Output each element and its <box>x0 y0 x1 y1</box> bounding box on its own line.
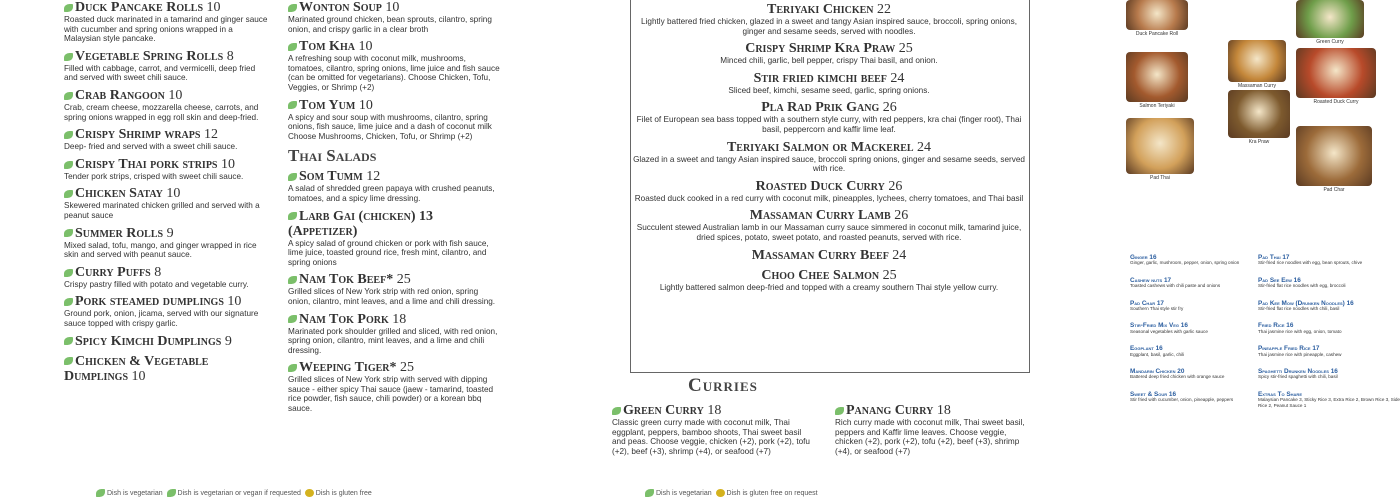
menu-item-description: Crispy pastry filled with potato and vegetable curry. <box>64 279 249 289</box>
soups-salads-column <box>288 0 500 419</box>
menu-item-title <box>288 0 500 15</box>
small-menu-item-description: Stir-fried flat rice noodles with egg, broccoli <box>1258 283 1346 289</box>
menu-item-description: Marinated ground chicken, bean sprouts, cilantro, spring onion, and crispy garlic in a clear broth <box>288 15 492 34</box>
small-menu-item-title: Spaghetti Drunken Noodles 16 <box>1258 368 1338 376</box>
menu-item-name: Pla Rad Prik Gang <box>761 100 880 116</box>
food-photo-caption: Pad Thai <box>1150 175 1170 181</box>
small-menu-item-description: Eggplant, basil, garlic, chili <box>1130 351 1185 357</box>
menu-item-name: Panang Curry <box>846 403 934 418</box>
menu-item-price: 26 <box>894 208 909 224</box>
menu-item-name: Tom Yum <box>299 97 356 113</box>
menu-item-title <box>64 334 270 349</box>
small-menu-item-title: Cashew nuts 17 <box>1130 276 1172 284</box>
small-menu-item-title: Mandarin Chicken 20 <box>1130 368 1185 376</box>
small-menu-item-title: Pad See Eew 16 <box>1258 276 1301 284</box>
food-photo <box>1228 90 1290 138</box>
mains-column <box>630 0 1028 297</box>
vegetarian-leaf-icon <box>612 407 621 415</box>
menu-item-title <box>288 360 500 375</box>
menu-item-name: Chicken & Vegetable Dumplings <box>64 353 209 384</box>
vegetarian-leaf-icon <box>288 173 297 181</box>
small-menu-item-description: Stir-fried flat rice noodles with chili, basil <box>1258 306 1340 312</box>
menu-item-price: 9 <box>166 225 174 241</box>
menu-item <box>64 226 270 260</box>
vegetarian-leaf-icon <box>64 53 73 61</box>
menu-item-description: Classic green curry made with coconut milk, Thai eggplant, peppers, bamboo shoots, Thai sweet basil and peas. Choose veggie, chicken (+2), pork (+2), tofu (+2), beef (+3), shrimp (+4), or seafood (+7) <box>612 418 810 456</box>
menu-item-price: 8 <box>226 48 234 64</box>
menu-item-title <box>288 272 500 287</box>
vegetarian-leaf-icon <box>64 190 73 198</box>
menu-item <box>630 41 1028 66</box>
menu-item-description: A refreshing soup with coconut milk, mushrooms, tomatoes, cilantro, spring onions, lime juice and fish sauce (can be omitted for vegetarians). Choose Chicken, Tofu, Veggies, or Shrimp (+2) <box>288 54 500 92</box>
menu-item-price: 24 <box>917 139 932 155</box>
food-photo <box>1126 52 1188 102</box>
vegetarian-leaf-icon <box>288 212 297 220</box>
vegetarian-leaf-icon <box>64 337 73 345</box>
menu-item-name: Massaman Curry Lamb <box>749 208 891 224</box>
legend-gf: Dish is gluten free <box>315 489 372 497</box>
photo-collage <box>1118 0 1400 500</box>
menu-item-title <box>64 0 270 15</box>
menu-item-description: Tender pork strips, crisped with sweet chili sauce. <box>64 171 244 181</box>
menu-item-title <box>64 354 270 384</box>
gluten-free-request-icon <box>716 489 725 497</box>
salads-heading: Thai Salads <box>288 146 377 166</box>
menu-item-title <box>288 98 500 113</box>
menu-item-price: 26 <box>888 178 903 194</box>
menu-item-name: Duck Pancake Rolls <box>75 0 204 15</box>
menu-item-title <box>64 49 270 64</box>
food-photo <box>1126 0 1188 30</box>
menu-item-name: Nam Tok Pork <box>299 311 389 327</box>
menu-item-price: 26 <box>882 100 897 116</box>
small-menu-item-title: Extras To Share <box>1258 390 1302 398</box>
menu-item-title <box>288 39 500 54</box>
menu-item <box>630 100 1028 134</box>
menu-item <box>288 0 500 34</box>
menu-item <box>630 179 1028 204</box>
menu-item <box>630 71 1028 96</box>
menu-item <box>288 169 500 203</box>
small-menu-item-title: Ginger 16 <box>1130 254 1157 261</box>
menu-item-description: Roasted duck cooked in a red curry with coconut milk, pineapples, lychees, cherry tomatoes, and Thai basil <box>634 193 1024 203</box>
menu-item-description: Skewered marinated chicken grilled and served with a peanut sauce <box>64 201 260 220</box>
menu-item-description: Sliced beef, kimchi, sesame seed, garlic, spring onions. <box>728 85 930 95</box>
menu-item-price: 25 <box>396 272 411 288</box>
menu-item-title <box>630 179 1028 194</box>
menu-item-name: Chicken Satay <box>75 186 163 202</box>
menu-item <box>64 334 270 349</box>
menu-item <box>630 2 1028 36</box>
menu-item-title <box>288 312 500 327</box>
menu-item-price: 10 <box>206 0 221 15</box>
vegetarian-leaf-icon <box>64 131 73 139</box>
vegetarian-leaf-icon <box>64 357 73 365</box>
menu-item-description: Lightly battered salmon deep-fried and topped with a creamy southern Thai style yellow curry. <box>659 282 999 292</box>
menu-item-title <box>288 169 500 184</box>
menu-item-name: Teriyaki Salmon or Mackerel <box>726 139 914 155</box>
menu-item-title <box>64 294 270 309</box>
menu-item-title <box>630 2 1028 17</box>
menu-item-price: 24 <box>892 247 907 263</box>
small-menu-item-description: Ginger, garlic, mushroom, pepper, onion, spring onion <box>1130 260 1240 266</box>
food-photo <box>1228 40 1286 82</box>
menu-item-name: Wonton Soup <box>299 0 382 15</box>
menu-item-description: Deep- fried and served with a sweet chili sauce. <box>64 142 238 152</box>
small-menu-item-description: Thai jasmine rice with egg, onion, tomato <box>1258 328 1342 334</box>
food-photo-caption: Pad Char <box>1323 187 1345 193</box>
menu-item-price: 25 <box>898 41 913 57</box>
green-curry-item <box>612 403 812 461</box>
small-menu-item-description: Malaysian Pancake 3, Sticky Rice 3, Extra Rice 2, Brown Rice 3, Side Rice 2, Peanut Sauce 1 <box>1258 397 1400 408</box>
small-menu-item-description: Stir fried with cucumber, onion, pineapple, peppers <box>1130 397 1234 403</box>
small-menu-item-description: Battered deep fried chicken with orange sauce <box>1130 374 1225 380</box>
menu-item-description: A spicy salad of ground chicken or pork with fish sauce, lime juice, toasted ground rice, fresh mint, cilantro, and spring onions <box>288 238 489 267</box>
vegetarian-leaf-icon <box>64 269 73 277</box>
menu-item-name: Spicy Kimchi Dumplings <box>75 333 222 349</box>
vegetarian-leaf-icon <box>288 276 297 284</box>
menu-item-name: Crispy Thai pork strips <box>75 156 218 172</box>
small-menu-item-title: Pad Char 17 <box>1130 299 1164 307</box>
menu-item-description: Lightly battered fried chicken, glazed in a sweet and tangy Asian inspired sauce, broccoli, spring onions, ginger and sesame seeds, served with noodles. <box>641 17 1017 36</box>
legend-gf-req: Dish is gluten free on request <box>726 489 818 497</box>
panang-curry-item <box>835 403 1035 461</box>
menu-item-name: Teriyaki Chicken <box>767 2 874 17</box>
menu-item-title <box>288 209 500 239</box>
menu-item-name: Crispy Shrimp Kra Praw <box>745 41 896 57</box>
menu-item-description: Grilled slices of New York strip with served with dipping sauce - either spicy Thai sauce (jaew - tamarind, toasted rice powder, fish sauce, chili powder) or a korean bbq sauce. <box>288 375 494 414</box>
small-menu-item-description: Seasonal vegetables with garlic sauce <box>1130 328 1208 334</box>
curries-heading: Curries <box>688 375 758 396</box>
menu-item-title <box>630 208 1028 223</box>
menu-item-price: 18 <box>707 403 722 418</box>
menu-item-title <box>64 88 270 103</box>
menu-item-price: 8 <box>154 264 162 280</box>
menu-item-description: Grilled slices of New York strip with red onion, spring onion, cilantro, mint leaves, and a lime and chili dressing. <box>288 287 496 306</box>
legend-vegan: Dish is vegetarian or vegan if requested <box>177 489 301 497</box>
vegetarian-leaf-icon <box>835 407 844 415</box>
legend-left <box>96 489 372 497</box>
menu-item-description: Filet of European sea bass topped with a southern style curry, with red peppers, kra chai (finger root), Thai basil, peppercorn and kaffir lime leaf. <box>636 115 1022 134</box>
small-menu-item-title: Sweet & Sour 16 <box>1130 390 1177 398</box>
vegetarian-leaf-icon <box>64 92 73 100</box>
menu-item-name: Choo Chee Salmon <box>761 267 880 283</box>
menu-item-title <box>64 157 270 172</box>
menu-item-description: Roasted duck marinated in a tamarind and ginger sauce with cucumber and spring onions wrapped in a Malaysian style pancake. <box>64 15 268 44</box>
food-photo <box>1296 126 1372 186</box>
food-photo <box>1126 118 1194 174</box>
food-photo-caption: Massaman Curry <box>1237 83 1277 89</box>
vegetarian-leaf-icon <box>64 161 73 169</box>
menu-item <box>64 265 270 290</box>
menu-item <box>64 49 270 83</box>
menu-item-description: A salad of shredded green papaya with crushed peanuts, tomatoes, and a spicy lime dressing. <box>288 184 495 203</box>
menu-item-price: 18 <box>392 311 407 327</box>
vegetarian-leaf-icon <box>645 489 654 497</box>
menu-item-name: Massaman Curry Beef <box>751 247 889 263</box>
menu-item-description: Succulent stewed Australian lamb in our Massaman curry sauce simmered in coconut milk, tamarind juice, dried spices, potato, sweet potato, and roasted peanuts, served with rice. <box>636 223 1022 242</box>
menu-item-price: 24 <box>890 70 905 86</box>
menu-item-description: A spicy and sour soup with mushrooms, cilantro, spring onions, fish sauce, lime juice and a dash of coconut milk Choose Mushrooms, Chicken, Tofu, or Shrimp (+2) <box>288 112 492 141</box>
menu-item-price: 12 <box>203 127 218 143</box>
menu-item-name: Green Curry <box>623 403 704 418</box>
menu-item <box>288 360 500 413</box>
menu-item-name: Tom Kha <box>299 39 355 55</box>
menu-item <box>630 140 1028 174</box>
menu-item-title <box>630 41 1028 56</box>
menu-item <box>630 248 1028 263</box>
menu-item <box>64 127 270 152</box>
menu-item <box>64 0 270 44</box>
menu-item-name: Curry Puffs <box>75 264 151 280</box>
small-menu-item-title: Fried Rice 16 <box>1258 322 1294 330</box>
menu-item-description: Glazed in a sweet and tangy Asian inspired sauce, broccoli spring onions, ginger and sesame seeds, served with rice. <box>633 154 1025 174</box>
small-menu-item-title: Pineapple Fried Rice 17 <box>1258 345 1320 353</box>
menu-item <box>612 403 812 456</box>
menu-item-price: 10 <box>221 156 235 172</box>
menu-item-name: Crispy Shrimp wraps <box>75 127 201 143</box>
menu-item <box>288 272 500 306</box>
vegetarian-leaf-icon <box>288 364 297 372</box>
menu-item-title <box>630 248 1028 263</box>
menu-item <box>630 268 1028 293</box>
menu-item-price: 25 <box>882 267 897 283</box>
small-menu-left <box>1130 255 1252 415</box>
vegetarian-leaf-icon <box>288 315 297 323</box>
menu-item-description: Mixed salad, tofu, mango, and ginger wrapped in rice skin and served with peanut sauce. <box>64 240 257 260</box>
food-photo <box>1296 0 1364 38</box>
menu-item-price: 12 <box>366 169 381 185</box>
menu-item-price: 22 <box>877 2 891 17</box>
small-menu-item-title: Pad Thai 17 <box>1258 254 1290 261</box>
menu-item-price: 10 <box>385 0 400 15</box>
menu-item-title <box>835 403 1035 418</box>
menu-item-description: Minced chili, garlic, bell pepper, crispy Thai basil, and onion. <box>720 56 938 66</box>
vegetarian-leaf-icon <box>288 4 297 12</box>
menu-item-name: Vegetable Spring Rolls <box>75 48 224 64</box>
menu-item-description: Ground pork, onion, jicama, served with our signature sauce topped with crispy garlic. <box>64 309 259 328</box>
menu-item-title <box>64 127 270 142</box>
small-menu-item-description: Stir-fried rice noodles with egg, bean sprouts, chive <box>1258 260 1363 266</box>
menu-item-description: Filled with cabbage, carrot, and vermicelli, deep fried and served with sweet chili sauce. <box>64 63 256 83</box>
food-photo-caption: Roasted Duck Curry <box>1313 99 1359 105</box>
menu-item-price: 18 <box>936 403 951 418</box>
menu-item <box>288 209 500 268</box>
menu-item-name: Crab Rangoon <box>75 87 165 103</box>
small-menu-item-title: Eggplant 16 <box>1130 345 1163 353</box>
menu-item-description: Rich curry made with coconut milk, Thai sweet basil, peppers and Kaffir lime leaves. Choose veggie, chicken (+2), pork (+2), tofu (+2), beef (+3), shrimp (+4), or seafood (+7) <box>835 418 1025 456</box>
menu-item-name: Stir fried kimchi beef <box>753 70 887 86</box>
menu-item-description: Marinated pork shoulder grilled and sliced, with red onion, spring onion, cilantro, mint leaves, and a lime and chili dressing. <box>288 326 498 355</box>
vegetarian-leaf-icon <box>288 101 297 109</box>
legend-veg-2: Dish is vegetarian <box>656 489 712 497</box>
small-menu-item-title: Stir-Fried Mix Veg 16 <box>1130 322 1188 330</box>
vegan-leaf-icon <box>167 489 176 497</box>
small-menu-item-description: Southern Thai style stir fry <box>1130 306 1184 312</box>
menu-item <box>64 186 270 220</box>
menu-item-name: Nam Tok Beef* <box>299 272 394 288</box>
menu-item-price: 10 <box>227 294 242 310</box>
menu-item-title <box>630 100 1028 115</box>
menu-item-price: 10 <box>358 97 373 113</box>
menu-item-title <box>630 71 1028 86</box>
menu-item-name: Summer Rolls <box>75 225 164 241</box>
food-photo-caption: Green Curry <box>1316 39 1344 45</box>
menu-item <box>835 403 1035 456</box>
small-menu-right <box>1258 255 1400 420</box>
vegetarian-leaf-icon <box>64 229 73 237</box>
menu-item <box>64 354 270 384</box>
menu-item <box>64 157 270 182</box>
gluten-free-icon <box>305 489 314 497</box>
small-menu-item-title: Pad Kee Mow (Drunken Noodles) 16 <box>1258 299 1354 307</box>
menu-item <box>630 208 1028 242</box>
menu-item-price: 10 <box>166 186 181 202</box>
menu-item-name: Larb Gai (chicken) 13 (Appetizer) <box>288 208 434 239</box>
menu-item-price: 9 <box>224 333 232 349</box>
vegetarian-leaf-icon <box>288 43 297 51</box>
vegetarian-leaf-icon <box>64 298 73 306</box>
legend-veg: Dish is vegetarian <box>107 489 163 497</box>
menu-item-title <box>64 226 270 241</box>
menu-item-title <box>64 265 270 280</box>
menu-item-name: Weeping Tiger* <box>299 360 397 376</box>
appetizers-column <box>64 0 270 389</box>
menu-item-price: 10 <box>358 39 373 55</box>
menu-item-price: 10 <box>131 368 146 384</box>
menu-item-title <box>630 140 1028 155</box>
legend-right <box>645 489 818 497</box>
small-menu-item-description: Spicy stir-fried spaghetti with chili, basil <box>1258 374 1338 380</box>
menu-item <box>64 294 270 328</box>
menu-item-title <box>64 186 270 201</box>
menu-item <box>288 98 500 142</box>
menu-item <box>288 312 500 356</box>
vegetarian-leaf-icon <box>64 4 73 12</box>
food-photo-caption: Duck Pancake Roll <box>1135 31 1179 37</box>
menu-item-description: Crab, cream cheese, mozzarella cheese, carrots, and spring onions wrapped in egg roll skin and deep-fried. <box>64 102 259 122</box>
vegetarian-leaf-icon <box>96 489 105 497</box>
food-photo-caption: Salmon Teriyaki <box>1139 103 1175 109</box>
menu-item <box>288 39 500 92</box>
food-photo-caption: Kra Praw <box>1248 139 1270 145</box>
menu-item-price: 10 <box>168 87 183 103</box>
small-menu-item-description: Toasted cashews with chili paste and onions <box>1130 283 1221 289</box>
menu-item-name: Roasted Duck Curry <box>755 178 885 194</box>
menu-item-name: Som Tumm <box>299 169 363 185</box>
small-menu-item-description: Thai jasmine rice with pineapple, cashew <box>1258 351 1342 357</box>
menu-item-price: 25 <box>400 360 414 376</box>
food-photo <box>1296 48 1376 98</box>
menu-item <box>64 88 270 122</box>
menu-item-name: Pork steamed dumplings <box>75 294 224 310</box>
menu-item-title <box>630 268 1028 283</box>
menu-item-title <box>612 403 812 418</box>
